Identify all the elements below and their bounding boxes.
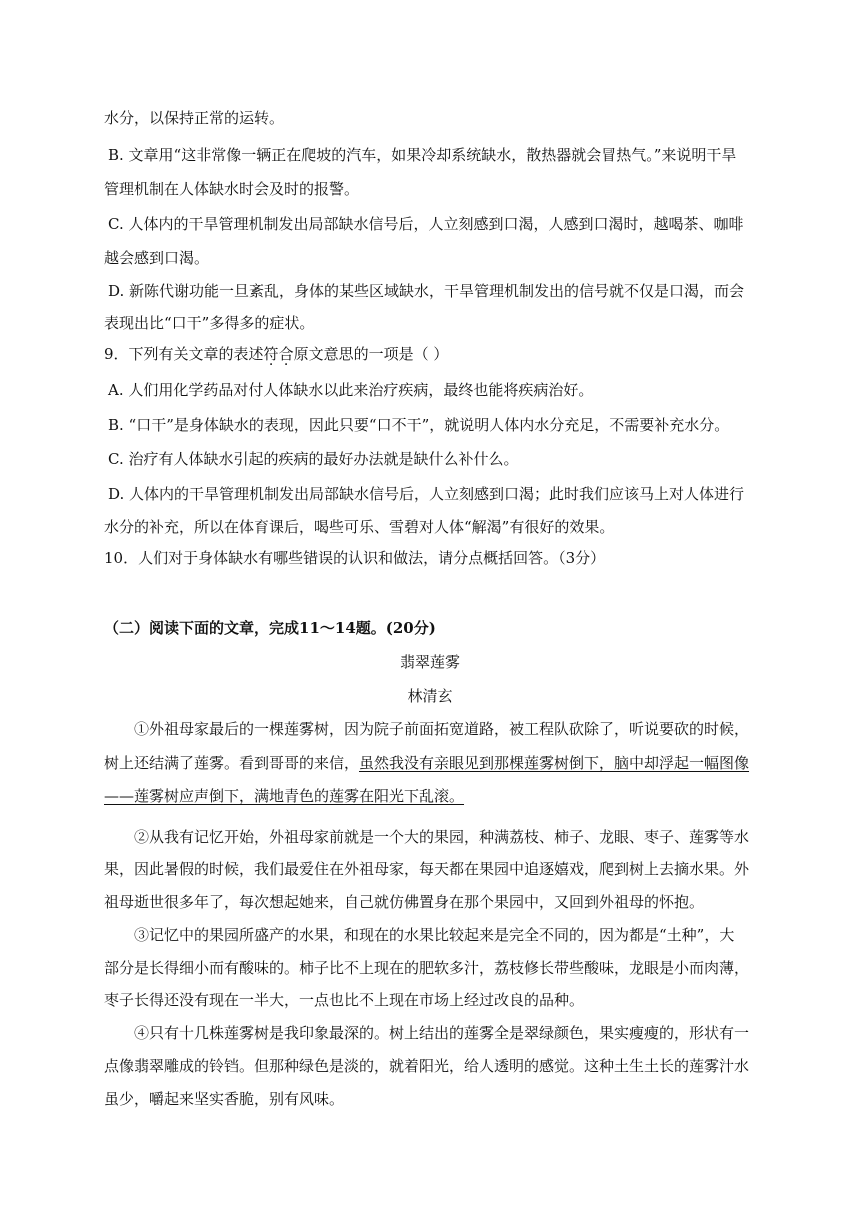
- option-b-line: B. “口干”是身体缺水的表现，因此只要“口不干”，就说明人体内水分充足，不需要补充水分。: [108, 416, 730, 434]
- text-line: 表现出比“口干”多得多的症状。: [104, 314, 315, 332]
- emphasis-char: 符: [263, 345, 279, 363]
- question-9-text-a: 9．下列有关文章的表述: [104, 345, 264, 363]
- question-9-text-b: 原文意思的一项是（ ）: [293, 345, 449, 363]
- emphasis-char: 合: [278, 345, 294, 363]
- paragraph-1-line: [104, 786, 464, 806]
- paragraph-2-line: 果，因此暑假的时候，我们最爱住在外祖母家，每天都在果园中追逐嬉戏，爬到树上去摘水果。外: [104, 860, 750, 878]
- section-heading: （二）阅读下面的文章，完成11～14题。(20分): [104, 619, 436, 637]
- underlined-sentence: 虽然我没有亲眼见到那棵莲雾树倒下，脑中却浮起一幅图像: [359, 754, 750, 772]
- text-line: 水分的补充，所以在体育课后，喝些可乐、雪碧对人体“解渴”有很好的效果。: [104, 518, 615, 536]
- option-b-line: B. 文章用“这非常像一辆正在爬坡的汽车，如果冷却系统缺水，散热器就会冒热气。”来说明干旱: [108, 146, 737, 164]
- text-line: 越会感到口渴。: [104, 249, 210, 267]
- option-d-line: D. 新陈代谢功能一旦紊乱，身体的某些区域缺水，干旱管理机制发出的信号就不仅是口渴，而会: [108, 282, 745, 300]
- paragraph-2-line: 祖母逝世很多年了，每次想起她来，自己就仿佛置身在那个果园中，又回到外祖母的怀抱。: [104, 893, 705, 911]
- paragraph-1-line: ①外祖母家最后的一棵莲雾树，因为院子前面拓宽道路，被工程队砍除了，听说要砍的时候，: [134, 720, 750, 738]
- option-c-line: C. 人体内的干旱管理机制发出局部缺水信号后，人立刻感到口渴，人感到口渴时，越喝茶、咖啡: [108, 215, 744, 233]
- paragraph-4-line: 点像翡翠雕成的铃铛。但那种绿色是淡的，就着阳光，给人透明的感觉。这种土生土长的莲雾汁水: [104, 1057, 750, 1075]
- paragraph-2-line: ②从我有记忆开始，外祖母家前就是一个大的果园，种满荔枝、柿子、龙眼、枣子、莲雾等水: [134, 828, 750, 846]
- question-9: [104, 344, 448, 364]
- paragraph-3-line: 枣子长得还没有现在一半大，一点也比不上现在市场上经过改良的品种。: [104, 991, 585, 1009]
- article-title: 翡翠莲雾: [399, 653, 460, 671]
- paragraph-1-line: [104, 753, 749, 773]
- question-10: 10．人们对于身体缺水有哪些错误的认识和做法，请分点概括回答。（3分）: [104, 549, 606, 567]
- paragraph-3-line: ③记忆中的果园所盛产的水果，和现在的水果比较起来是完全不同的，因为都是“土种”，大: [134, 926, 735, 944]
- option-a-line: A. 人们用化学药品对付人体缺水以此来治疗疾病，最终也能将疾病治好。: [108, 381, 594, 399]
- paragraph-text: 树上还结满了莲雾。看到哥哥的来信，: [104, 754, 360, 772]
- paragraph-4-line: ④只有十几株莲雾树是我印象最深的。树上结出的莲雾全是翠绿颜色，果实瘦瘦的，形状有一: [134, 1024, 750, 1042]
- text-line: 水分，以保持正常的运转。: [104, 109, 285, 127]
- article-author: 林清玄: [407, 687, 453, 705]
- paragraph-3-line: 部分是长得细小而有酸味的。柿子比不上现在的肥软多汁，荔枝修长带些酸味，龙眼是小而肉薄，: [104, 959, 750, 977]
- text-line: 管理机制在人体缺水时会及时的报警。: [104, 180, 360, 198]
- option-c-line: C. 治疗有人体缺水引起的疾病的最好办法就是缺什么补什么。: [108, 450, 519, 468]
- underlined-sentence: ——莲雾树应声倒下，满地青色的莲雾在阳光下乱滚。: [104, 787, 465, 805]
- option-d-line: D. 人体内的干旱管理机制发出局部缺水信号后，人立刻感到口渴；此时我们应该马上对人体进行: [108, 485, 745, 503]
- paragraph-4-line: 虽少，嚼起来坚实香脆，别有风味。: [104, 1090, 345, 1108]
